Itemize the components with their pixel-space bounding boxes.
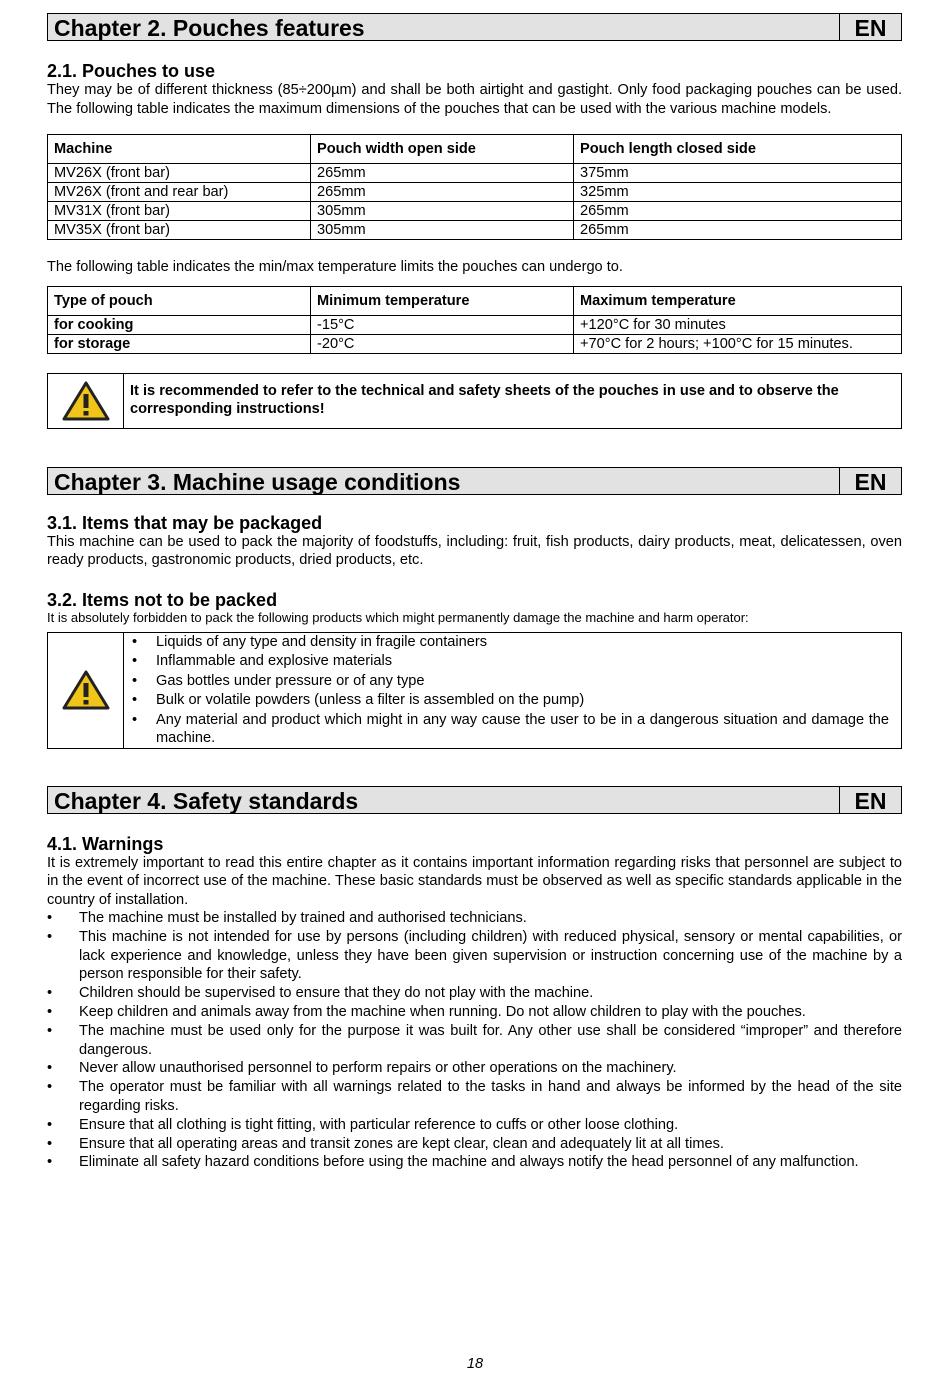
list-item: • Never allow unauthorised personnel to perform repairs or other operations on the machinery. xyxy=(47,1059,902,1078)
warning-triangle-icon xyxy=(48,374,124,428)
table-cell: +70°C for 2 hours; +100°C for 15 minutes. xyxy=(574,334,902,353)
table-header-cell: Machine xyxy=(48,135,311,164)
table-header-cell: Type of pouch xyxy=(48,286,311,315)
forbidden-items-box xyxy=(47,632,902,749)
table-cell: 325mm xyxy=(574,183,902,202)
section-heading-3-1: 3.1. Items that may be packaged xyxy=(47,512,323,533)
chapter-title: Chapter 3. Machine usage conditions xyxy=(48,468,840,494)
list-item: • Liquids of any type and density in fragile containers xyxy=(124,633,889,653)
table-cell: 305mm xyxy=(311,221,574,240)
table-header-cell: Minimum temperature xyxy=(311,286,574,315)
table-cell: 265mm xyxy=(574,202,902,221)
temperature-intro: The following table indicates the min/max temperature limits the pouches can undergo to. xyxy=(47,259,623,275)
table-header-cell: Pouch width open side xyxy=(311,135,574,164)
list-item: • Ensure that all clothing is tight fitting, with particular reference to cuffs or other loose clothing. xyxy=(47,1116,902,1135)
language-tag: EN xyxy=(854,787,887,814)
table-row xyxy=(48,183,902,202)
page-number: 18 xyxy=(466,1356,484,1372)
section-heading-4-1: 4.1. Warnings xyxy=(47,833,164,854)
list-item: • Inflammable and explosive materials xyxy=(124,652,889,672)
list-item: • Eliminate all safety hazard conditions before using the machine and always notify the head personnel of any malfunction. xyxy=(47,1153,902,1172)
table-cell: MV35X (front bar) xyxy=(48,221,311,240)
list-item: • Bulk or volatile powders (unless a filter is assembled on the pump) xyxy=(124,691,889,711)
table-header-row xyxy=(48,135,902,164)
table-cell: MV31X (front bar) xyxy=(48,202,311,221)
table-row xyxy=(48,202,902,221)
table-cell: 265mm xyxy=(574,221,902,240)
table-header-cell: Maximum temperature xyxy=(574,286,902,315)
section-2-1-intro: They may be of different thickness (85÷200µm) and shall be both airtight and gastight. Only food packaging pouches can be used. The following table indicates the maximum dimensions of the pouches that can be used with the various machine models. xyxy=(47,82,902,117)
chapter-title: Chapter 2. Pouches features xyxy=(48,14,840,40)
pouch-temperature-table xyxy=(47,286,902,354)
table-cell: MV26X (front and rear bar) xyxy=(48,183,311,202)
list-item: • Gas bottles under pressure or of any type xyxy=(124,672,889,692)
chapter-2-header xyxy=(47,13,902,41)
pouch-dimensions-table xyxy=(47,134,902,240)
list-item: • The machine must be used only for the purpose it was built for. Any other use shall be considered “improper” and therefore dangerous. xyxy=(47,1022,902,1060)
list-item: • The operator must be familiar with all warnings related to the tasks in hand and always be informed by the head of the site regarding risks. xyxy=(47,1078,902,1116)
chapter-3-header xyxy=(47,467,902,495)
table-header-row xyxy=(48,286,902,315)
table-row xyxy=(48,164,902,183)
table-cell: -15°C xyxy=(311,315,574,334)
table-row xyxy=(48,315,902,334)
document-page xyxy=(47,13,902,1172)
section-heading-2-1: 2.1. Pouches to use xyxy=(47,61,216,81)
list-item: • Any material and product which might in any way cause the user to be in a dangerous situation and damage the machine. xyxy=(124,711,889,748)
list-item: • Children should be supervised to ensure that they do not play with the machine. xyxy=(47,984,902,1003)
table-header-cell: Pouch length closed side xyxy=(574,135,902,164)
table-cell: for cooking xyxy=(48,315,311,334)
table-cell: 265mm xyxy=(311,164,574,183)
table-cell: 305mm xyxy=(311,202,574,221)
section-heading-3-2: 3.2. Items not to be packed xyxy=(47,589,278,610)
list-item: • Ensure that all operating areas and transit zones are kept clear, clean and adequately lit at all times. xyxy=(47,1135,902,1154)
warning-triangle-icon xyxy=(48,633,124,748)
table-cell: +120°C for 30 minutes xyxy=(574,315,902,334)
table-cell: -20°C xyxy=(311,334,574,353)
section-3-2-text: It is absolutely forbidden to pack the following products which might permanently damage the machine and harm operator: xyxy=(47,609,749,625)
language-tag: EN xyxy=(854,15,887,41)
section-4-1-text: It is extremely important to read this entire chapter as it contains important information regarding risks that personnel are subject to in the event of incorrect use of the machine. These basic standards must be observed as well as specific standards applicable in the country of installation. xyxy=(47,854,902,908)
chapter-4-header xyxy=(47,786,902,814)
table-cell: 265mm xyxy=(311,183,574,202)
forbidden-items-list xyxy=(124,633,889,748)
table-row xyxy=(48,334,902,353)
warning-text: It is recommended to refer to the technical and safety sheets of the pouches in use and to observe the corresponding instructions! xyxy=(130,382,839,417)
chapter-title: Chapter 4. Safety standards xyxy=(48,787,840,813)
list-item: • Keep children and animals away from the machine when running. Do not allow children to play with the pouches. xyxy=(47,1003,902,1022)
table-cell: for storage xyxy=(48,334,311,353)
table-cell: MV26X (front bar) xyxy=(48,164,311,183)
list-item: • The machine must be installed by trained and authorised technicians. xyxy=(47,909,902,928)
warnings-list xyxy=(47,909,902,1172)
language-tag: EN xyxy=(854,468,887,495)
forbidden-items-content xyxy=(124,633,901,748)
list-item: • This machine is not intended for use by persons (including children) with reduced physical, sensory or mental capabilities, or lack experience and knowledge, unless they have been given supervision or instruction concerning use of the machine by a person responsible for their safety. xyxy=(47,928,902,984)
table-cell: 375mm xyxy=(574,164,902,183)
section-3-1-text: This machine can be used to pack the majority of foodstuffs, including: fruit, fish products, dairy products, meat, delicatessen, oven ready products, gastronomic products, dried products, etc. xyxy=(47,533,902,568)
table-row xyxy=(48,221,902,240)
pouch-warning-box xyxy=(47,373,902,429)
